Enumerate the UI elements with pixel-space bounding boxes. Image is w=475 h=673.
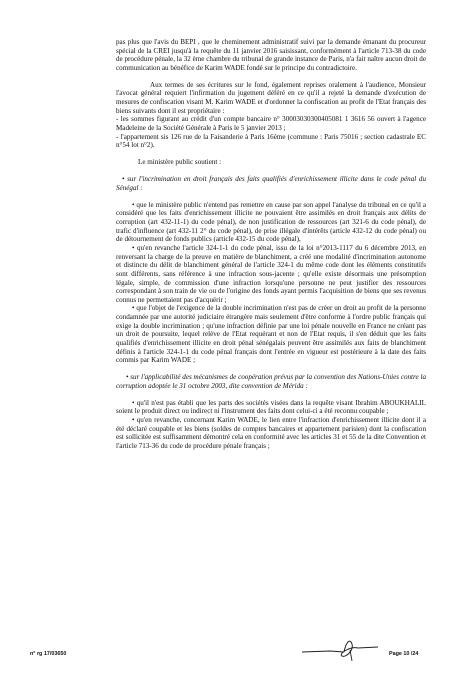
paragraph: • qu'en revanche l'article 324-1-1 du code pénal, issu de la loi n°2013-1117 du 6 décembre 2013, en renversant la charge de la preuve en matière de blanchiment, a créé une modalité d'incrimination autonome et distincte du délit de blanchiment général de l'article 324-1 du même code dont les éléments constitutifs sont différents, sans référence à une infraction sous-jacente ; qu'elle existe désormais une présomption légale, simple, de commission d'une infraction lorsqu'une personne ne peut justifier des ressources correspondant à son train de vie ou de l'origine des fonds ayant permis l'acquisition de biens que ses revenus connus ne permettaient pas d'acquérir ;	[116, 243, 426, 304]
paragraph: • que le ministère public n'entend pas remettre en cause par son appel l'analyse du tribunal en ce qu'il a considéré que les faits d'enrichissement illicite ne pouvaient être assimilés en droit français aux délits de corruption (art 432-11-1) du code pénal), de non justification de ressources (art 321-6 du code pénal), de trafic d'influence (art 432-11 2° du code pénal), de prise illégale d'intérêts (article 432-12 du code pénal) ou de détournement de fonds publics (article 432-15 du code pénal),	[116, 200, 426, 244]
section-heading: • sur l'applicabilité des mécanismes de coopération prévus par la convention des Nations-Unies contre la corruption adoptée le 31 octobre 2003, dite convention de Mérida :	[116, 373, 426, 390]
paragraph: pas plus que l'avis du BEPI , que le cheminement administratif suivi par la demande émanant du procureur spécial de la CREI jusqu'à la requête du 11 janvier 2016 saisissant, conformément à l'article 713-38 du code de procédure pénale, la 32 ème chambre du tribunal de grande instance de Paris, n'a fait naître aucun droit de communication au bénéfice de Karim WADE fondé sur le principe du contradictoire.	[116, 38, 426, 72]
paragraph: • que l'objet de l'exigence de la double incrimination n'est pas de créer un droit au profit de la personne condamnée par une autorité judiciaire étrangère mais seulement d'être conforme à l'ordre public français qui exige la double incrimination ; qu'une infraction définie par une loi pénale nouvelle en France ne créant pas un droit de poursuite, lequel relève de l'Etat requérant et non de l'Etat requis, il s'en déduit que les faits qualifiés d'enrichissement illicite en droit pénal sénégalais peuvent être assimilés aux faits de blanchiment définis à l'article 324-1-1 du code pénal français dont l'entrée en vigueur est postérieure à la date des faits commis par Karim WADE ;	[116, 304, 426, 365]
section-heading: • sur l'incrimination en droit français des faits qualifiés d'enrichissement illicite dans le code pénal du Sénégal :	[116, 175, 426, 192]
page-number: Page 10 /24	[389, 651, 419, 657]
paragraph: • qu'en revanche, concernant Karim WADE, le lien entre l'infraction d'enrichissement illicite dont il a été déclaré coupable et les biens (soldes de comptes bancaires et appartement parisien) dont la confiscation est sollicitée est suffisamment démontré cela en conformité avec les articles 31 et 55 de la dite Convention et l'article 713-36 du code de procédure pénale français ;	[116, 416, 426, 451]
case-number: n° rg 17/03650	[30, 651, 67, 657]
paragraph: - l'appartement sis 126 rue de la Faisanderie à Paris 16ème (commune : Paris 75016 ; section cadastrale EC n°54 lot n°2).	[116, 132, 426, 150]
paragraph: • qu'il n'est pas établi que les parts des sociétés visées dans la requête visant Ibrahim ABOUKHALIL soient le produit direct ou indirect ni l'instrument des faits dont celui-ci a été reconnu coupable ;	[116, 398, 426, 416]
paragraph: Le ministère public soutient :	[138, 158, 222, 167]
paragraph: Aux termes de ses écritures sur le fond, également reprises oralement à l'audience, Monsieur l'avocat général requiert l'infirmation du jugement déféré en ce qu'il a rejeté la demande d'exécution de mesures de confiscation visant M. Karim WADE et d'ordonner la confiscation au profit de l'Etat français des biens suivants dont il est propriétaire :	[116, 80, 426, 115]
signature-mark	[300, 632, 380, 662]
document-body	[116, 38, 426, 451]
paragraph: - les sommes figurant au crédit d'un compte bancaire n° 30003030300405081 1 3616 56 ouvert à l'agence Madeleine de la Société Générale à Paris le 5 janvier 2013 ;	[116, 115, 426, 133]
